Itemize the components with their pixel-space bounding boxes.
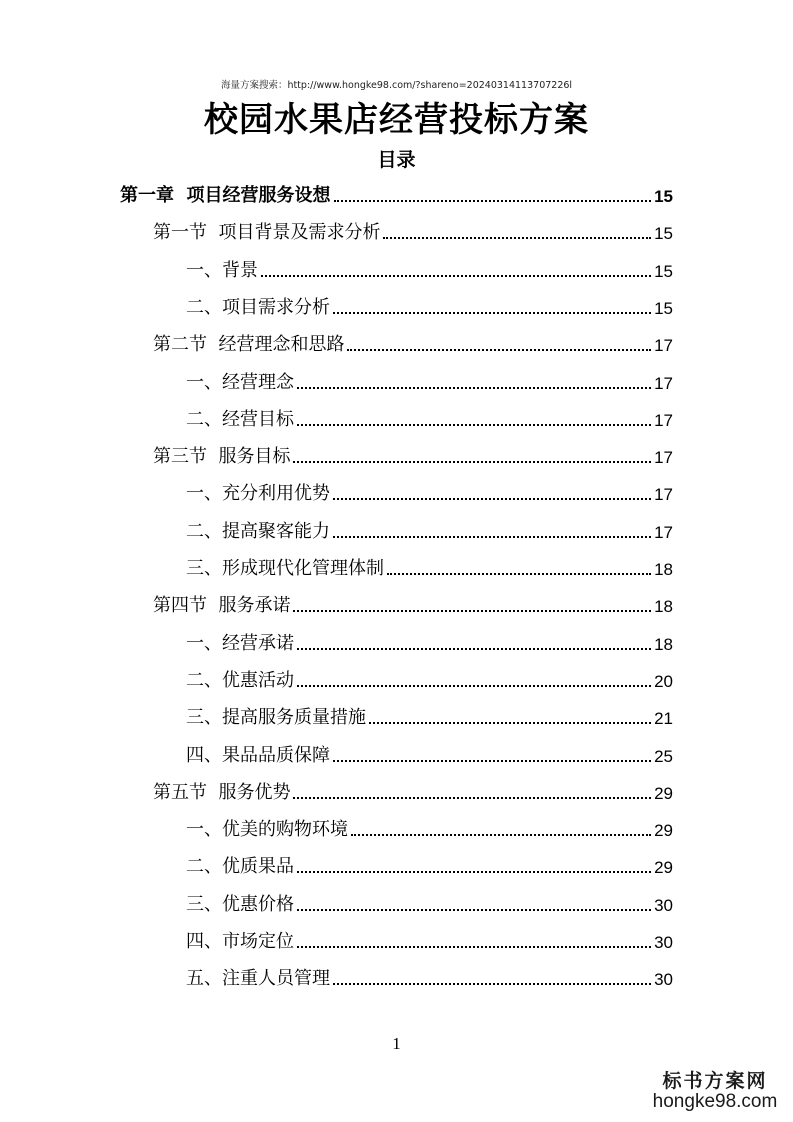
- toc-entry-label: 第一章 项目经营服务设想: [120, 185, 331, 206]
- toc-entry-page: 25: [654, 746, 673, 766]
- toc-entry[interactable]: [153, 587, 673, 617]
- toc-entry-page: 15: [654, 224, 673, 244]
- toc-entry-page: 18: [654, 634, 673, 654]
- toc-entry-label: 四、市场定位: [186, 931, 294, 952]
- toc-entry-page: 29: [654, 821, 673, 841]
- toc-entry-label: 第五节 服务优势: [153, 781, 291, 803]
- toc-leader-dots: [297, 424, 651, 426]
- toc-entry-page: 17: [654, 373, 673, 393]
- toc-entry-page: 17: [654, 410, 673, 430]
- toc-entry[interactable]: [186, 252, 673, 282]
- toc-leader-dots: [293, 610, 651, 612]
- toc-entry-label: 五、注重人员管理: [186, 968, 330, 990]
- toc-entry[interactable]: [186, 475, 673, 505]
- toc-entry-label: 二、项目需求分析: [186, 296, 330, 318]
- toc-entry-label: 三、提高服务质量措施: [186, 707, 366, 729]
- toc-entry[interactable]: [186, 699, 673, 729]
- toc-entry-label: 第四节 服务承诺: [153, 595, 291, 617]
- toc-entry[interactable]: [186, 886, 673, 916]
- toc-entry[interactable]: [186, 848, 673, 878]
- toc-entry[interactable]: [186, 737, 673, 767]
- toc-entry-page: 15: [654, 187, 673, 206]
- toc-entry[interactable]: [186, 662, 673, 692]
- toc-entry-page: 29: [654, 783, 673, 803]
- toc-entry-page: 17: [654, 485, 673, 505]
- toc-entry-page: 15: [654, 261, 673, 281]
- toc-leader-dots: [297, 909, 651, 911]
- toc-entry[interactable]: [186, 289, 673, 319]
- toc-entry-label: 二、优惠活动: [186, 669, 294, 691]
- toc-entry-page: 15: [654, 298, 673, 318]
- toc-entry[interactable]: [186, 401, 673, 431]
- toc-leader-dots: [261, 275, 651, 277]
- toc-entry-label: 三、优惠价格: [186, 893, 294, 915]
- toc-entry-page: 18: [654, 560, 673, 579]
- toc-entry-page: 21: [654, 709, 673, 729]
- toc-entry-label: 四、果品品质保障: [186, 744, 330, 766]
- toc-leader-dots: [333, 312, 651, 314]
- toc-leader-dots: [293, 461, 651, 463]
- toc-leader-dots: [297, 648, 651, 650]
- header-search-note: 海量方案搜索：http://www.hongke98.com/?shareno=20240314113707226l: [220, 80, 573, 91]
- toc-leader-dots: [351, 834, 651, 836]
- toc-entry[interactable]: [153, 438, 673, 468]
- toc-leader-dots: [369, 722, 651, 724]
- toc-leader-dots: [347, 349, 651, 351]
- toc-entry-label: 二、经营目标: [186, 408, 294, 430]
- toc-heading: 目录: [377, 149, 416, 171]
- toc-entry-page: 29: [654, 858, 673, 878]
- toc-entry[interactable]: [186, 811, 673, 841]
- toc-entry-label: 三、形成现代化管理体制: [186, 558, 384, 579]
- toc-entry-label: 第二节 经营理念和思路: [153, 334, 345, 356]
- toc-leader-dots: [333, 536, 651, 538]
- toc-entry-label: 一、经营理念: [186, 371, 294, 393]
- toc-entry-label: 二、提高聚客能力: [186, 520, 330, 542]
- toc-entry-page: 30: [654, 933, 673, 952]
- toc-entry-label: 一、背景: [186, 259, 258, 281]
- toc-entry-page: 17: [654, 522, 673, 542]
- toc-entry[interactable]: [186, 513, 673, 543]
- toc-entry[interactable]: [186, 550, 673, 580]
- watermark-cn-text: 标书方案网: [662, 1070, 768, 1092]
- toc-leader-dots: [333, 760, 651, 762]
- toc-entry-page: 30: [654, 970, 673, 990]
- toc-entry[interactable]: [186, 364, 673, 394]
- toc-leader-dots: [383, 237, 651, 239]
- toc-entry-label: 第一节 项目背景及需求分析: [153, 222, 381, 244]
- site-watermark-logo: [640, 1066, 790, 1113]
- document-title: 校园水果店经营投标方案: [204, 100, 589, 140]
- toc-entry-page: 17: [654, 448, 673, 468]
- toc-entry-label: 一、优美的购物环境: [186, 819, 348, 841]
- toc-entry[interactable]: [186, 923, 673, 953]
- toc-entry[interactable]: [186, 960, 673, 990]
- toc-leader-dots: [297, 387, 651, 389]
- toc-leader-dots: [333, 983, 651, 985]
- toc-entry-page: 17: [654, 336, 673, 356]
- toc-entry-page: 30: [654, 895, 673, 915]
- page-number: 1: [392, 1034, 401, 1053]
- toc-entry[interactable]: [153, 326, 673, 356]
- toc-entry-label: 一、充分利用优势: [186, 483, 330, 505]
- watermark-url-text: hongke98.com: [652, 1091, 778, 1112]
- toc-entry-page: 18: [654, 597, 673, 617]
- toc-entry[interactable]: [153, 214, 673, 244]
- toc-leader-dots: [334, 200, 652, 202]
- toc-entry[interactable]: [153, 774, 673, 804]
- toc-entry[interactable]: [186, 625, 673, 655]
- toc-entry-label: 一、经营承诺: [186, 632, 294, 654]
- toc-entry-label: 第三节 服务目标: [153, 446, 291, 468]
- toc-leader-dots: [297, 946, 651, 948]
- toc-leader-dots: [333, 498, 651, 500]
- toc-leader-dots: [297, 871, 651, 873]
- toc-leader-dots: [297, 685, 651, 687]
- toc-entry-page: 20: [654, 671, 673, 691]
- toc-entry[interactable]: [120, 177, 673, 207]
- toc-entry-label: 二、优质果品: [186, 856, 294, 878]
- toc-leader-dots: [387, 573, 651, 575]
- toc-leader-dots: [293, 797, 651, 799]
